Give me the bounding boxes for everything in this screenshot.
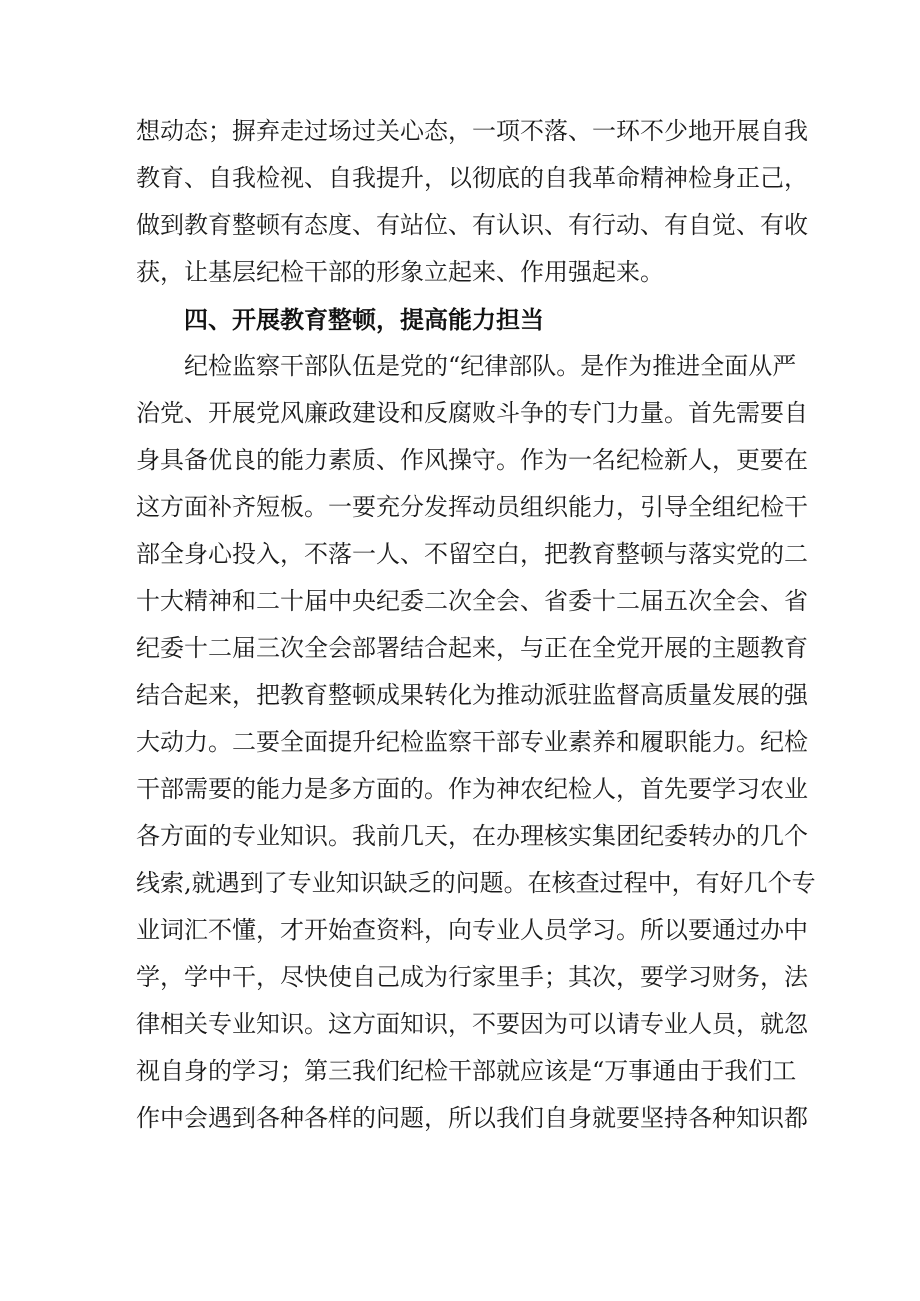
paragraph-2-line-5: 部全身心投入，不落一人、不留空白，把教育整顿与落实党的二 bbox=[136, 540, 808, 568]
paragraph-2-line-16: 视自身的学习；第三我们纪检干部就应该是“万事通由于我们工 bbox=[136, 1057, 797, 1085]
paragraph-2-line-14: 学，学中干，尽快使自己成为行家里手；其次，要学习财务，法 bbox=[136, 963, 808, 991]
paragraph-2-line-4: 这方面补齐短板。一要充分发挥动员组织能力，引导全组纪检干 bbox=[136, 493, 808, 521]
paragraph-2-line-6: 十大精神和二十届中央纪委二次全会、省委十二届五次全会、省 bbox=[136, 587, 808, 615]
paragraph-1-line-3: 做到教育整顿有态度、有站位、有认识、有行动、有自觉、有收 bbox=[136, 211, 808, 239]
paragraph-1-line-4: 获，让基层纪检干部的形象立起来、作用强起来。 bbox=[136, 258, 664, 286]
paragraph-1-line-2: 教育、自我检视、自我提升，以彻底的自我革命精神检身正己， bbox=[136, 164, 808, 192]
paragraph-2-line-12: 线索,就遇到了专业知识缺乏的问题。在核查过程中，有好几个专 bbox=[136, 869, 816, 897]
paragraph-2-line-11: 各方面的专业知识。我前几天，在办理核实集团纪委转办的几个 bbox=[136, 822, 808, 850]
paragraph-2-line-1: 纪检监察干部队伍是党的“纪律部队。是作为推进全面从严 bbox=[184, 352, 797, 380]
paragraph-2-line-15: 律相关专业知识。这方面知识，不要因为可以请专业人员，就忽 bbox=[136, 1010, 808, 1038]
paragraph-1-line-1: 想动态；摒弃走过场过关心态，一项不落、一环不少地开展自我 bbox=[136, 117, 808, 145]
paragraph-2-line-17: 作中会遇到各种各样的问题，所以我们自身就要坚持各种知识都 bbox=[136, 1104, 808, 1132]
paragraph-2-line-8: 结合起来，把教育整顿成果转化为推动派驻监督高质量发展的强 bbox=[136, 681, 808, 709]
paragraph-2-line-13: 业词汇不懂，才开始查资料，向专业人员学习。所以要通过办中 bbox=[136, 916, 808, 944]
paragraph-2-line-9: 大动力。二要全面提升纪检监察干部专业素养和履职能力。纪检 bbox=[136, 728, 808, 756]
paragraph-2-line-10: 干部需要的能力是多方面的。作为神农纪检人，首先要学习农业 bbox=[136, 775, 808, 803]
section-heading: 四、开展教育整顿，提高能力担当 bbox=[184, 306, 544, 334]
paragraph-2-line-2: 治党、开展党风廉政建设和反腐败斗争的专门力量。首先需要自 bbox=[136, 399, 808, 427]
paragraph-2-line-7: 纪委十二届三次全会部署结合起来，与正在全党开展的主题教育 bbox=[136, 634, 808, 662]
paragraph-2-line-3: 身具备优良的能力素质、作风操守。作为一名纪检新人，更要在 bbox=[136, 446, 808, 474]
